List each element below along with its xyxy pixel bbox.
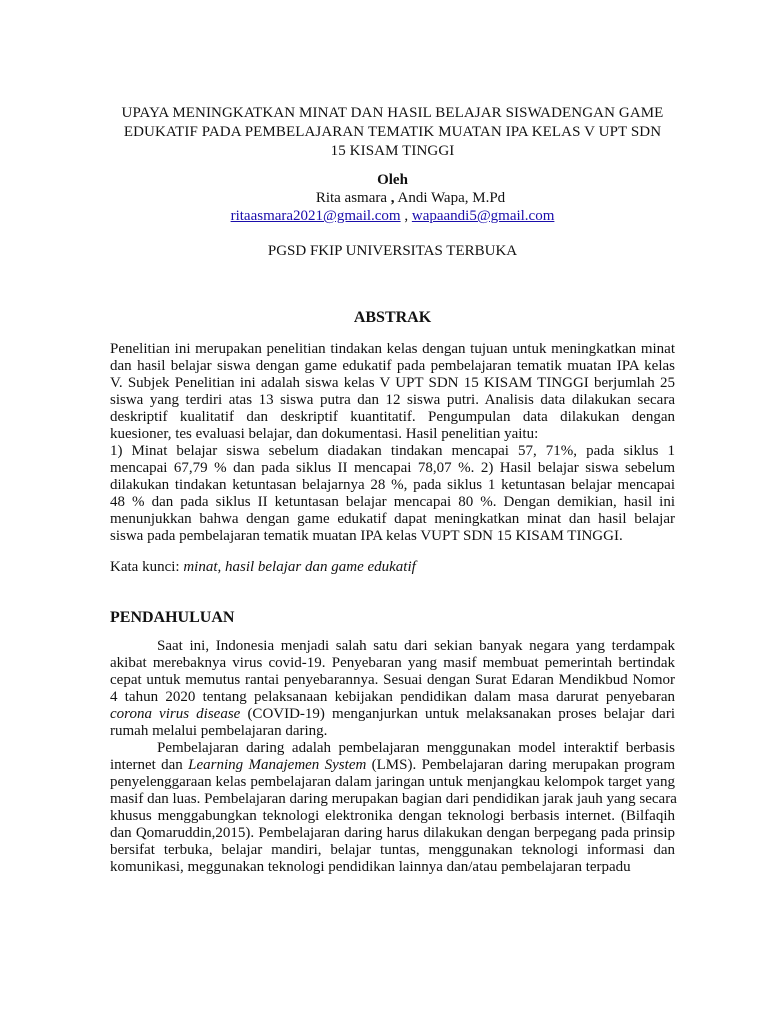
email-separator: , [404,208,409,224]
body-line: dan Qomaruddin,2015). Pembelajaran daring harus dilakukan dengan berpegang pada prinsip [110,825,675,841]
body-line: rumah melalui pembelajaran daring. [110,723,328,739]
email-link-1[interactable]: ritaasmara2021@gmail.com [230,208,401,224]
paper-title [100,104,685,161]
author-rest: Andi Wapa, M.Pd [397,190,506,206]
abstract-line: kuesioner, tes evaluasi belajar, dan dokumentasi. Hasil penelitian yaitu: [110,426,539,442]
body-line: khusus menggabungkan teknologi elektronika dengan teknologi berbasis internet. (Bilfaqih [110,808,675,824]
abstract-line: Penelitian ini merupakan penelitian tindakan kelas dengan tujuan untuk meningkatkan minat [110,341,675,357]
abstract-body [110,341,675,545]
body-line: penyelenggaraan kelas pembelajaran dalam jaringan untuk menjangkau kelompok target yang [110,774,675,790]
abstract-line: mencapai 67,79 % dan pada siklus II mencapai 78,07 %. 2) Hasil belajar siswa sebelum [110,460,675,476]
body-line: internet dan Learning Manajemen System (LMS). Pembelajaran daring merupakan program [110,757,675,773]
intro-paragraph-2 [110,740,675,876]
body-line: bersifat terbuka, belajar mandiri, belajar tuntas, menggunakan teknologi informasi dan [110,842,675,858]
abstract-line: menunjukkan bahwa dengan game edukatif dapat meningkatkan minat dan hasil belajar [110,511,675,527]
abstract-line: 48 % dan pada siklus II ketuntasan belajar mencapai 80 %. Dengan demikian, hasil ini [110,494,675,510]
abstract-line: V. Subjek Penelitian ini adalah siswa kelas V UPT SDN 15 KISAM TINGGI berjumlah 25 [110,375,675,391]
body-line: komunikasi, meggunakan teknologi pendidikan lainnya dan/atau pembelajaran terpadu [110,859,631,875]
abstract-line: dan hasil belajar siswa dengan game edukatif pada pembelajaran tematik muatan IPA kelas [110,358,675,374]
affiliation: PGSD FKIP UNIVERSITAS TERBUKA [267,243,518,259]
emphasis-text: Learning Manajemen System [188,757,367,773]
intro-heading: PENDAHULUAN [110,609,235,626]
emphasis-text: corona virus disease [110,706,241,722]
body-line: corona virus disease (COVID-19) menganjurkan untuk melaksanakan proses belajar dari [110,706,675,722]
abstract-line: deskriptif kualitatif dan deskriptif kuantitatif. Pengumpulan data dilakukan dengan [110,409,675,425]
by-label: Oleh [377,172,408,188]
email-link-2[interactable]: wapaandi5@gmail.com [411,208,555,224]
keywords [110,559,675,576]
authors [118,190,703,207]
abstract-line: siswa yang terdiri atas 13 siswa putra dan 12 siswa putri. Analisis data dilakukan secara [110,392,675,408]
author-separator: , [390,190,395,206]
body-line: 4 tahun 2020 tentang pelaksanaan kebijakan pendidikan dalam masa darurat penyebaran [110,689,675,705]
title-line: 15 KISAM TINGGI [330,143,455,159]
title-line: UPAYA MENINGKATKAN MINAT DAN HASIL BELAJAR SISWADENGAN GAME [121,105,664,121]
body-line: Pembelajaran daring adalah pembelajaran menggunakan model interaktif berbasis [157,740,675,756]
intro-paragraph-1 [110,638,675,740]
body-line: cepat untuk memutus rantai penyebarannya. Sesuai dengan Surat Edaran Mendikbud Nomor [110,672,675,688]
abstract-line: 1) Minat belajar siswa sebelum diadakan tindakan mencapai 57, 71%, pada siklus 1 [110,443,675,459]
body-line: Saat ini, Indonesia menjadi salah satu dari sekian banyak negara yang terdampak [157,638,675,654]
keywords-label: Kata kunci: [110,559,180,575]
title-line: EDUKATIF PADA PEMBELAJARAN TEMATIK MUATAN IPA KELAS V UPT SDN [123,124,662,140]
abstract-line: dilakukan tindakan ketuntasan belajarnya 28 %, pada siklus 1 ketuntasan belajar mencapai [110,477,675,493]
abstract-heading: ABSTRAK [353,309,432,326]
abstract-line: siswa pada pembelajaran tematik muatan IPA kelas VUPT SDN 15 KISAM TINGGI. [110,528,623,544]
keywords-text: minat, hasil belajar dan game edukatif [183,559,416,575]
emails [100,208,685,225]
author-first: Rita asmara [315,190,388,206]
body-line: akibat merebaknya virus covid-19. Penyebaran yang masif membuat pemerintah bertindak [110,655,675,671]
body-line: masif dan luas. Pembelajaran daring merupakan bagian dari pendidikan jarak jauh yang secara [110,791,677,807]
